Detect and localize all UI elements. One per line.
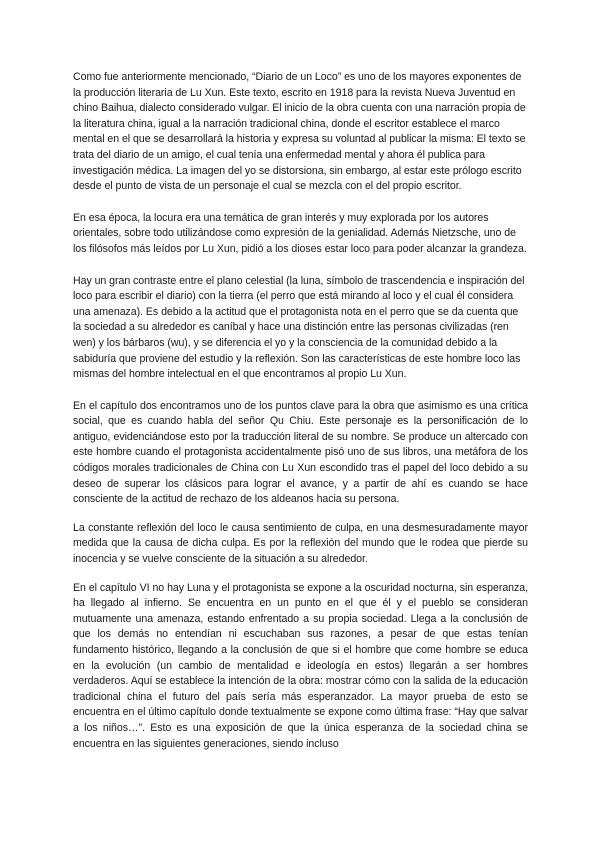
paragraph-intro: Como fue anteriormente mencionado, “Diario de un Loco” es uno de los mayores exponentes de la producción literaria de Lu Xun. Este texto, escrito en 1918 para la revista Nueva Juventud en chino Baihua, dialecto considerado vulgar. El inicio de la obra cuenta con una narración propia de la literatura china, igual a la narración tradicional china, donde el escritor establece el marco mental en el que se desarrollará la historia y expresa su voluntad al publicar la misma: El texto se trata del diario de un amigo, el cual tenía una enfermedad mental y ahora él publica para investigación médica. La imagen del yo se distorsiona, sin embargo, al estar este prólogo escrito desde el punto de vista de un personaje el cual se mezcla con el del propio escritor. bbox=[73, 71, 526, 193]
paragraph-capitulo-dos: En el capítulo dos encontramos uno de los puntos clave para la obra que asimismo es una crítica social, que es cuando habla del señor Qu Chiu. Este personaje es la personificación de lo antiguo, evidenciándose esto por la traducción literal de su nombre. Se produce un altercado con este hombre cuando el protagonista accidentalmente pisó uno de sus libros, una metáfora de los códigos morales tradicionales de China con Lu Xun escondido tras el papel del loco debido a su deseo de superar los clásicos para lograr el avance, y a partir de ahí es cuando se hace consciente de la actitud de rechazo de los aldeanos hacia su persona. bbox=[73, 399, 528, 506]
document-body bbox=[73, 70, 528, 768]
paragraph-capitulo-vi: En el capítulo VI no hay Luna y el protagonista se expone a la oscuridad nocturna, sin esperanza, ha llegado al infierno. Se encuentra en un punto en el que él y el pueblo se consideran mutuamente una amenaza, estando enfrentado a su propia sociedad. Llega a la conclusión de que los demás no entendían ni escuchaban sus razones, a pesar de que estas tenían fundamento histórico, llegando a la conclusión de que si el hombre que come hombre se educa en la evolución (un cambio de mentalidad e ideología en estos) llegarán a ser hombres verdaderos. Aquí se establece la intención de la obra: mostrar cómo con la salida de la educación tradicional china el futuro del país sería más esperanzador. La mayor prueba de esto se encuentra en el último capítulo donde textualmente se expone como última frase: “Hay que salvar a los niños…”. Esto es una exposición de que la única esperanza de la sociedad china se encuentra en las siguientes generaciones, siendo incluso bbox=[73, 581, 528, 750]
paragraph-contraste: Hay un gran contraste entre el plano celestial (la luna, símbolo de trascendencia e inspiración del loco para escribir el diario) con la tierra (el perro que está mirando al loco y el cual él considera una amenaza). Es debido a la actitud que el protagonista nota en el perro que se da cuenta que la sociedad a su alrededor es caníbal y hace una distinción entre las personas civilizadas (ren wen) y los bárbaros (wu), y se diferencia el yo y la consciencia de la comunidad debido a la sabiduría que proviene del estudio y la reflexión. Son las características de este hombre loco las mismas del hombre intelectual en el que encontramos al propio Lu Xun. bbox=[73, 274, 525, 381]
paragraph-locura: En esa época, la locura era una temática de gran interés y muy explorada por los autores orientales, sobre todo utilizándose como expresión de la genialidad. Además Nietzsche, uno de los filósofos más leídos por Lu Xun, pidió a los dioses estar loco para poder alcanzar la grandeza. bbox=[73, 211, 527, 255]
paragraph-culpa: La constante reflexión del loco le causa sentimiento de culpa, en una desmesuradamente mayor medida que la causa de dicha culpa. Es por la reflexión del mundo que le rodea que pierde su inocencia y se vuelve consciente de la situación a su alrededor. bbox=[73, 521, 528, 566]
